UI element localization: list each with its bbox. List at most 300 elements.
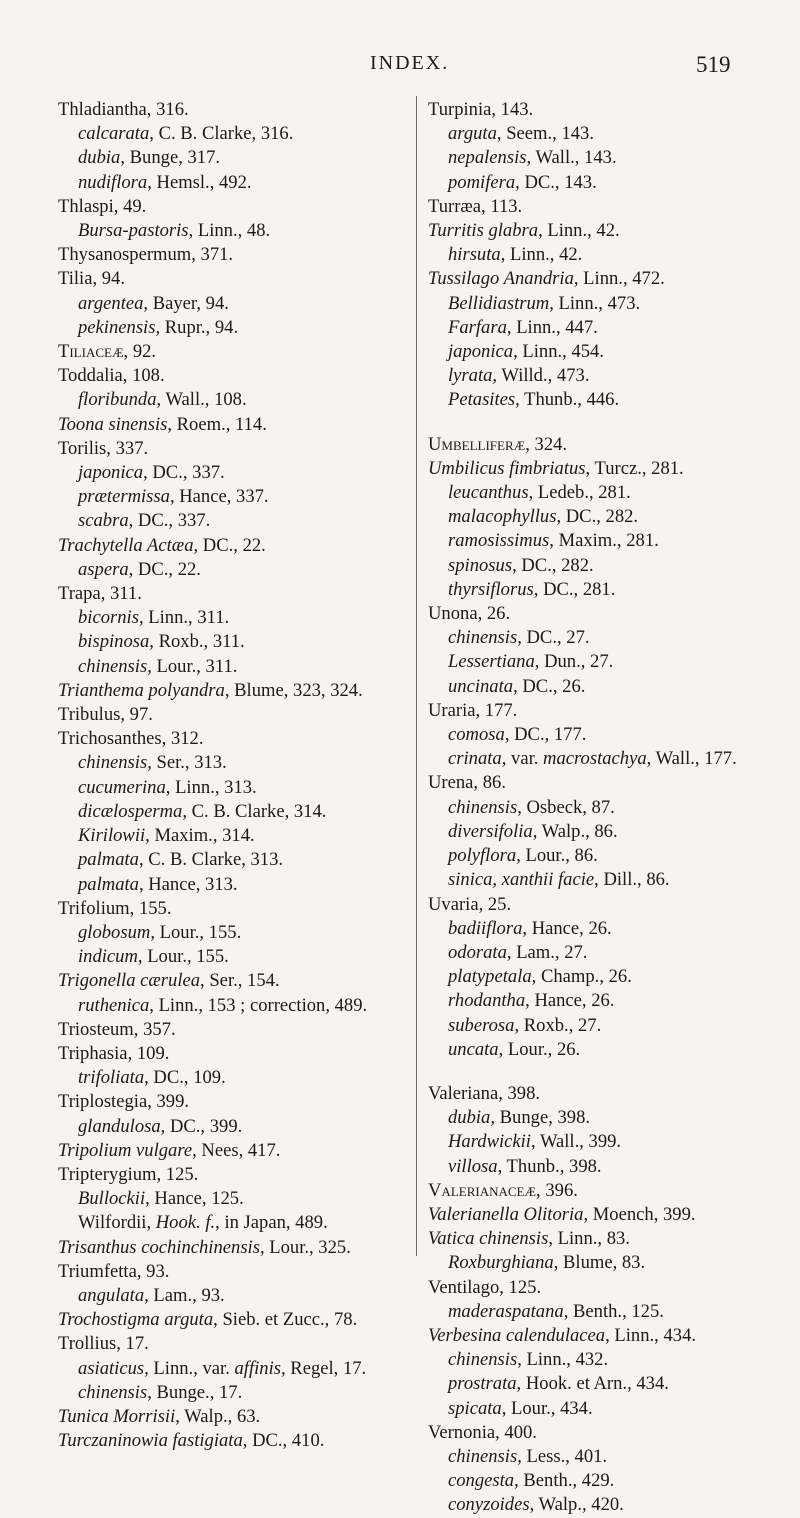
entry-text: , Wall., 177. bbox=[646, 748, 737, 770]
entry-italic-text: badiiflora bbox=[448, 917, 523, 939]
entry-text: , Linn., 432. bbox=[517, 1349, 609, 1371]
index-entry bbox=[58, 413, 420, 437]
entry-italic-text: congesta bbox=[448, 1470, 515, 1492]
entry-italic-text: Verbesina calendulacea bbox=[428, 1324, 606, 1346]
index-entry bbox=[428, 195, 798, 219]
entry-italic-text: chinensis bbox=[78, 752, 148, 774]
entry-text: , Wall., 143. bbox=[526, 147, 617, 169]
entry-italic-text: Trachytella Actæa bbox=[58, 534, 194, 556]
index-subentry bbox=[428, 578, 798, 602]
entry-text: , C. B. Clarke, 316. bbox=[149, 123, 294, 145]
entry-text: , Benth., 125. bbox=[563, 1300, 664, 1322]
index-subentry bbox=[58, 1357, 420, 1381]
entry-italic-text: crinata bbox=[448, 748, 502, 770]
entry-italic-text: suberosa bbox=[448, 1014, 515, 1036]
entry-text: , Bunge, 317. bbox=[120, 147, 221, 169]
entry-text: , Sieb. et Zucc., 78. bbox=[213, 1309, 358, 1331]
index-column-right bbox=[428, 98, 798, 1518]
entry-italic-text: trifoliata bbox=[78, 1067, 145, 1089]
index-subentry bbox=[58, 1381, 420, 1405]
index-subentry bbox=[58, 1187, 420, 1211]
entry-italic-text: Bellidiastrum bbox=[448, 292, 550, 314]
entry-text: , Lour., 434. bbox=[501, 1397, 593, 1419]
index-entry bbox=[58, 437, 420, 461]
entry-text: , bbox=[492, 869, 502, 891]
entry-italic-text: Lessertiana bbox=[448, 651, 535, 673]
entry-text: , DC., 337. bbox=[128, 510, 211, 532]
entry-text: Trollius, 17. bbox=[58, 1333, 149, 1355]
entry-italic-text: lyrata bbox=[448, 365, 493, 387]
index-subentry bbox=[58, 630, 420, 654]
entry-italic-text: Farfara bbox=[448, 316, 507, 338]
entry-text: Thlaspi, 49. bbox=[58, 195, 147, 217]
entry-text: , DC., 27. bbox=[517, 627, 590, 649]
entry-italic-text: polyflora bbox=[448, 845, 517, 867]
index-entry bbox=[428, 602, 798, 626]
entry-text: Umbelliferæ bbox=[428, 433, 526, 455]
entry-italic-text: palmata bbox=[78, 849, 139, 871]
entry-italic-text: asiaticus bbox=[78, 1357, 145, 1379]
entry-italic-text: bicornis bbox=[78, 607, 139, 629]
index-subentry bbox=[428, 1469, 798, 1493]
entry-text: Triumfetta, 93. bbox=[58, 1260, 170, 1282]
index-subentry bbox=[428, 1372, 798, 1396]
entry-text: Turpinia, 143. bbox=[428, 99, 534, 120]
index-subentry bbox=[58, 292, 420, 316]
entry-italic-text: glandulosa bbox=[78, 1115, 161, 1137]
entry-italic-text: Turritis glabra bbox=[428, 220, 539, 242]
entry-italic-text: rhodantha bbox=[448, 990, 526, 1012]
index-subentry bbox=[428, 747, 798, 771]
entry-italic-text: platypetala bbox=[448, 966, 532, 988]
entry-italic-text: japonica bbox=[78, 462, 144, 484]
entry-text: , Roem., 114. bbox=[167, 413, 267, 435]
entry-italic-text: Hook. f. bbox=[155, 1212, 216, 1234]
entry-text: , Ser., 154. bbox=[200, 970, 280, 992]
entry-text: , Moench, 399. bbox=[583, 1203, 696, 1225]
index-column-left bbox=[58, 98, 420, 1453]
index-subentry bbox=[58, 994, 420, 1018]
entry-text: , Lour., 311. bbox=[147, 655, 238, 677]
entry-text: Thysanospermum, 371. bbox=[58, 244, 234, 266]
entry-italic-text: affinis bbox=[234, 1357, 281, 1379]
entry-italic-text: villosa bbox=[448, 1155, 498, 1177]
entry-text: , Hance, 26. bbox=[522, 917, 612, 939]
index-subentry bbox=[58, 558, 420, 582]
page-header bbox=[0, 52, 800, 86]
index-entry bbox=[428, 1203, 798, 1227]
entry-text: Triosteum, 357. bbox=[58, 1018, 176, 1040]
index-entry bbox=[58, 195, 420, 219]
entry-text: , Regel, 17. bbox=[281, 1357, 367, 1379]
entry-italic-text: floribunda bbox=[78, 389, 157, 411]
entry-italic-text: conyzoides bbox=[448, 1494, 530, 1516]
entry-text: , Linn., 42. bbox=[500, 244, 583, 266]
entry-text: , Dill., 86. bbox=[594, 869, 670, 891]
index-subentry bbox=[428, 388, 798, 412]
entry-text: , Walp., 63. bbox=[175, 1405, 261, 1427]
index-subentry bbox=[58, 921, 420, 945]
entry-text: , Less., 401. bbox=[517, 1445, 608, 1467]
entry-text: , Linn., 42. bbox=[538, 220, 620, 242]
index-subentry bbox=[428, 820, 798, 844]
entry-text: , Seem., 143. bbox=[496, 123, 594, 145]
entry-text: , Wall., 108. bbox=[156, 389, 247, 411]
index-subentry bbox=[428, 1014, 798, 1038]
index-subentry bbox=[428, 844, 798, 868]
entry-italic-text: Trigonella cærulea bbox=[58, 970, 201, 992]
entry-text: , in Japan, 489. bbox=[215, 1212, 328, 1234]
index-entry bbox=[428, 457, 798, 481]
index-entry bbox=[58, 1236, 420, 1260]
entry-text: Triphasia, 109. bbox=[58, 1042, 170, 1064]
entry-text: Uraria, 177. bbox=[428, 699, 518, 721]
entry-text: , Roxb., 27. bbox=[514, 1014, 602, 1036]
index-subentry bbox=[428, 1130, 798, 1154]
entry-text: , 324. bbox=[525, 433, 568, 455]
index-entry bbox=[428, 1227, 798, 1251]
index-subentry bbox=[428, 1397, 798, 1421]
entry-text: , Osbeck, 87. bbox=[517, 796, 615, 818]
index-entry bbox=[58, 340, 420, 364]
index-subentry bbox=[58, 848, 420, 872]
index-subentry bbox=[428, 1106, 798, 1130]
entry-text: Wilfordii, bbox=[78, 1212, 156, 1234]
index-subentry bbox=[58, 751, 420, 775]
entry-text: Valerianaceæ bbox=[428, 1179, 537, 1201]
entry-italic-text: Roxburghiana bbox=[448, 1252, 554, 1274]
entry-text: , Linn., 447. bbox=[506, 316, 598, 338]
entry-text: , DC., 109. bbox=[144, 1067, 226, 1089]
column-divider bbox=[416, 96, 417, 1256]
entry-italic-text: diversifolia bbox=[448, 820, 533, 842]
entry-italic-text: Petasites bbox=[448, 389, 516, 411]
index-entry bbox=[58, 1139, 420, 1163]
index-subentry bbox=[58, 122, 420, 146]
entry-italic-text: indicum bbox=[78, 946, 138, 968]
entry-text: , Maxim., 314. bbox=[145, 825, 255, 847]
entry-text: , Thunb., 398. bbox=[497, 1155, 602, 1177]
index-subentry bbox=[428, 1300, 798, 1324]
entry-italic-text: Trochostigma arguta bbox=[58, 1309, 214, 1331]
entry-italic-text: Trisanthus cochinchinensis bbox=[58, 1236, 260, 1258]
entry-italic-text: chinensis bbox=[78, 655, 148, 677]
entry-text: , DC., 143. bbox=[515, 171, 597, 193]
entry-text: Turræa, 113. bbox=[428, 195, 523, 217]
index-subentry bbox=[58, 1066, 420, 1090]
index-entry bbox=[58, 1332, 420, 1356]
index-entry bbox=[58, 1163, 420, 1187]
entry-text: , Bayer, 94. bbox=[143, 292, 229, 314]
entry-text: , DC., 177. bbox=[504, 724, 587, 746]
entry-italic-text: calcarata bbox=[78, 123, 150, 145]
index-entry bbox=[58, 897, 420, 921]
entry-text: , Lour., 325. bbox=[259, 1236, 351, 1258]
index-entry bbox=[428, 1276, 798, 1300]
entry-text: Uvaria, 25. bbox=[428, 893, 512, 915]
index-subentry bbox=[428, 675, 798, 699]
entry-text: Ventilago, 125. bbox=[428, 1276, 542, 1298]
entry-text: , DC., 399. bbox=[160, 1115, 243, 1137]
entry-italic-text: macrostachya bbox=[543, 748, 647, 770]
entry-italic-text: Bursa-pastoris bbox=[78, 220, 189, 242]
entry-text: , Hance, 125. bbox=[145, 1188, 244, 1210]
entry-italic-text: spinosus bbox=[448, 554, 513, 576]
index-subentry bbox=[58, 1211, 420, 1235]
entry-italic-text: xanthii facie bbox=[501, 869, 595, 891]
entry-italic-text: Tunica Morrisii bbox=[58, 1405, 176, 1427]
index-entry bbox=[58, 98, 420, 122]
entry-text: Unona, 26. bbox=[428, 603, 511, 625]
entry-italic-text: sinica bbox=[448, 869, 493, 891]
entry-italic-text: leucanthus bbox=[448, 482, 529, 504]
entry-italic-text: Toona sinensis bbox=[58, 413, 168, 435]
entry-italic-text: aspera bbox=[78, 558, 129, 580]
running-title: INDEX. bbox=[370, 52, 450, 74]
entry-text: Tiliaceæ bbox=[58, 341, 124, 363]
entry-text: , Hance, 26. bbox=[525, 990, 615, 1012]
entry-text: , DC., 282. bbox=[556, 506, 639, 528]
index-subentry bbox=[428, 243, 798, 267]
index-entry bbox=[58, 364, 420, 388]
entry-text: Torilis, 337. bbox=[58, 437, 149, 459]
entry-text: Trapa, 311. bbox=[58, 583, 142, 605]
index-subentry bbox=[428, 122, 798, 146]
entry-italic-text: thyrsiflorus bbox=[448, 578, 534, 600]
entry-italic-text: prostrata bbox=[448, 1373, 517, 1395]
entry-text: Urena, 86. bbox=[428, 772, 506, 794]
entry-italic-text: ruthenica bbox=[78, 994, 150, 1016]
entry-italic-text: chinensis bbox=[448, 1349, 518, 1371]
index-entry bbox=[428, 98, 798, 122]
entry-text: , Lour., 155. bbox=[150, 921, 242, 943]
index-entry bbox=[58, 1405, 420, 1429]
entry-italic-text: Trianthema polyandra bbox=[58, 679, 225, 701]
entry-text: , Linn., 313. bbox=[165, 776, 257, 798]
entry-text: Valeriana, 398. bbox=[428, 1082, 541, 1104]
entry-text: , Dun., 27. bbox=[534, 651, 614, 673]
entry-italic-text: comosa bbox=[448, 724, 505, 746]
index-entry bbox=[58, 1308, 420, 1332]
index-subentry bbox=[428, 626, 798, 650]
entry-text: , 92. bbox=[123, 341, 157, 363]
entry-italic-text: malacophyllus bbox=[448, 506, 557, 528]
entry-text: , Linn., 472. bbox=[573, 268, 665, 290]
index-entry bbox=[58, 727, 420, 751]
index-entry bbox=[58, 703, 420, 727]
page-number: 519 bbox=[696, 52, 731, 77]
entry-italic-text: Tussilago Anandria bbox=[428, 268, 574, 290]
entry-text: , DC., 281. bbox=[533, 578, 616, 600]
index-entry bbox=[58, 679, 420, 703]
index-subentry bbox=[428, 723, 798, 747]
index-subentry bbox=[58, 873, 420, 897]
entry-italic-text: bispinosa bbox=[78, 631, 150, 653]
entry-text: , Maxim., 281. bbox=[549, 530, 659, 552]
entry-italic-text: palmata bbox=[78, 873, 139, 895]
entry-text: , Linn., 434. bbox=[605, 1324, 697, 1346]
entry-italic-text: spicata bbox=[448, 1397, 502, 1419]
index-subentry bbox=[428, 171, 798, 195]
index-subentry bbox=[428, 965, 798, 989]
index-subentry bbox=[58, 800, 420, 824]
entry-text: , DC., 22. bbox=[193, 534, 266, 556]
entry-italic-text: uncata bbox=[448, 1038, 499, 1060]
entry-text: , Turcz., 281. bbox=[585, 457, 684, 479]
index-entry bbox=[58, 1429, 420, 1453]
index-subentry bbox=[58, 388, 420, 412]
entry-italic-text: angulata bbox=[78, 1284, 145, 1306]
entry-italic-text: Vatica chinensis bbox=[428, 1228, 549, 1250]
entry-text: Tribulus, 97. bbox=[58, 704, 153, 726]
entry-text: , Linn., 311. bbox=[138, 607, 230, 629]
entry-text: , Linn., 153 ; correction, 489. bbox=[149, 994, 368, 1016]
entry-text: , Lour., 86. bbox=[516, 845, 598, 867]
index-subentry bbox=[58, 945, 420, 969]
index-entry bbox=[58, 1260, 420, 1284]
index-subentry bbox=[428, 1038, 798, 1062]
entry-italic-text: maderaspatana bbox=[448, 1300, 564, 1322]
entry-text: , Thunb., 446. bbox=[515, 389, 620, 411]
index-subentry bbox=[58, 219, 420, 243]
entry-text: , Benth., 429. bbox=[514, 1470, 615, 1492]
entry-text: , Willd., 473. bbox=[492, 365, 590, 387]
entry-text: , Nees, 417. bbox=[192, 1139, 281, 1161]
entry-text: , C. B. Clarke, 314. bbox=[182, 800, 327, 822]
index-entry bbox=[428, 1324, 798, 1348]
entry-italic-text: dicælosperma bbox=[78, 800, 183, 822]
index-entry bbox=[428, 433, 798, 457]
entry-italic-text: japonica bbox=[448, 341, 514, 363]
entry-italic-text: arguta bbox=[448, 123, 497, 145]
index-subentry bbox=[58, 776, 420, 800]
entry-italic-text: nudiflora bbox=[78, 171, 148, 193]
index-subentry bbox=[58, 1284, 420, 1308]
entry-italic-text: chinensis bbox=[78, 1381, 148, 1403]
entry-italic-text: pomifera bbox=[448, 171, 516, 193]
index-subentry bbox=[58, 461, 420, 485]
entry-text: , DC., 22. bbox=[128, 558, 201, 580]
entry-italic-text: dubia bbox=[78, 147, 121, 169]
entry-text: , C. B. Clarke, 313. bbox=[138, 849, 284, 871]
entry-italic-text: Hardwickii bbox=[448, 1131, 531, 1153]
entry-text: , Bunge, 398. bbox=[490, 1107, 591, 1129]
index-entry bbox=[58, 1042, 420, 1066]
index-entry bbox=[58, 582, 420, 606]
index-subentry bbox=[428, 554, 798, 578]
index-subentry bbox=[58, 485, 420, 509]
index-entry bbox=[428, 1421, 798, 1445]
entry-text: , DC., 26. bbox=[513, 675, 586, 697]
entry-text: , Lour., 155. bbox=[137, 946, 229, 968]
index-subentry bbox=[428, 505, 798, 529]
entry-text: , Walp., 420. bbox=[529, 1494, 624, 1516]
entry-text: , Blume, 323, 324. bbox=[224, 679, 363, 701]
entry-text: , Lam., 93. bbox=[144, 1284, 225, 1306]
index-subentry bbox=[58, 655, 420, 679]
index-subentry bbox=[58, 824, 420, 848]
entry-text: Trichosanthes, 312. bbox=[58, 728, 204, 750]
index-entry bbox=[428, 699, 798, 723]
entry-text: Toddalia, 108. bbox=[58, 365, 165, 387]
entry-text: , Hance, 337. bbox=[169, 486, 269, 508]
index-entry bbox=[58, 1018, 420, 1042]
index-entry bbox=[428, 771, 798, 795]
entry-text: , Hance, 313. bbox=[138, 873, 238, 895]
index-entry bbox=[58, 1090, 420, 1114]
entry-text: , Linn., 48. bbox=[188, 220, 271, 242]
index-entry bbox=[58, 267, 420, 291]
entry-text: , Lour., 26. bbox=[498, 1038, 581, 1060]
entry-italic-text: chinensis bbox=[448, 796, 518, 818]
entry-italic-text: dubia bbox=[448, 1107, 491, 1129]
entry-text: , Champ., 26. bbox=[531, 966, 632, 988]
index-subentry bbox=[58, 146, 420, 170]
index-subentry bbox=[428, 529, 798, 553]
index-subentry bbox=[58, 606, 420, 630]
index-subentry bbox=[58, 316, 420, 340]
index-subentry bbox=[428, 292, 798, 316]
entry-italic-text: chinensis bbox=[448, 627, 518, 649]
index-subentry bbox=[428, 1493, 798, 1517]
entry-text: , var. bbox=[501, 748, 544, 770]
index-entry bbox=[428, 267, 798, 291]
index-subentry bbox=[428, 146, 798, 170]
index-subentry bbox=[428, 989, 798, 1013]
entry-text: , Linn., 83. bbox=[548, 1228, 630, 1250]
entry-italic-text: Turczaninowia fastigiata bbox=[58, 1430, 243, 1452]
entry-text: , 396. bbox=[536, 1179, 578, 1201]
entry-italic-text: uncinata bbox=[448, 675, 514, 697]
entry-italic-text: ramosissimus bbox=[448, 530, 550, 552]
entry-italic-text: argentea bbox=[78, 292, 144, 314]
index-entry bbox=[58, 243, 420, 267]
entry-italic-text: prætermissa bbox=[78, 486, 170, 508]
index-subentry bbox=[428, 340, 798, 364]
entry-text: Trifolium, 155. bbox=[58, 897, 172, 919]
entry-text: , Wall., 399. bbox=[530, 1131, 622, 1153]
index-subentry bbox=[428, 316, 798, 340]
entry-italic-text: chinensis bbox=[448, 1445, 518, 1467]
entry-text: Thladiantha, 316. bbox=[58, 99, 189, 120]
index-entry bbox=[428, 1082, 798, 1106]
entry-text: , Linn., var. bbox=[144, 1357, 235, 1379]
entry-text: , Linn., 454. bbox=[513, 341, 604, 363]
entry-text: , Linn., 473. bbox=[549, 292, 641, 314]
entry-italic-text: pekinensis bbox=[78, 316, 156, 338]
entry-text: , DC., 337. bbox=[143, 462, 225, 484]
entry-italic-text: Bullockii bbox=[78, 1188, 146, 1210]
entry-text: , Ledeb., 281. bbox=[528, 482, 631, 504]
index-subentry bbox=[428, 364, 798, 388]
entry-text: , Walp., 86. bbox=[532, 820, 618, 842]
index-subentry bbox=[428, 941, 798, 965]
entry-text: , Ser., 313. bbox=[147, 752, 227, 774]
index-entry bbox=[428, 1179, 798, 1203]
entry-italic-text: Tripolium vulgare bbox=[58, 1139, 193, 1161]
entry-italic-text: globosum bbox=[78, 921, 151, 943]
index-subentry bbox=[428, 1348, 798, 1372]
entry-text: , Lam., 27. bbox=[506, 941, 588, 963]
index-subentry bbox=[428, 1445, 798, 1469]
entry-italic-text: odorata bbox=[448, 941, 507, 963]
index-entry bbox=[58, 534, 420, 558]
index-subentry bbox=[58, 1115, 420, 1139]
entry-italic-text: Kirilowii bbox=[78, 825, 146, 847]
index-subentry bbox=[428, 481, 798, 505]
entry-text: , Roxb., 311. bbox=[149, 631, 245, 653]
entry-text: Triplostegia, 399. bbox=[58, 1091, 190, 1113]
